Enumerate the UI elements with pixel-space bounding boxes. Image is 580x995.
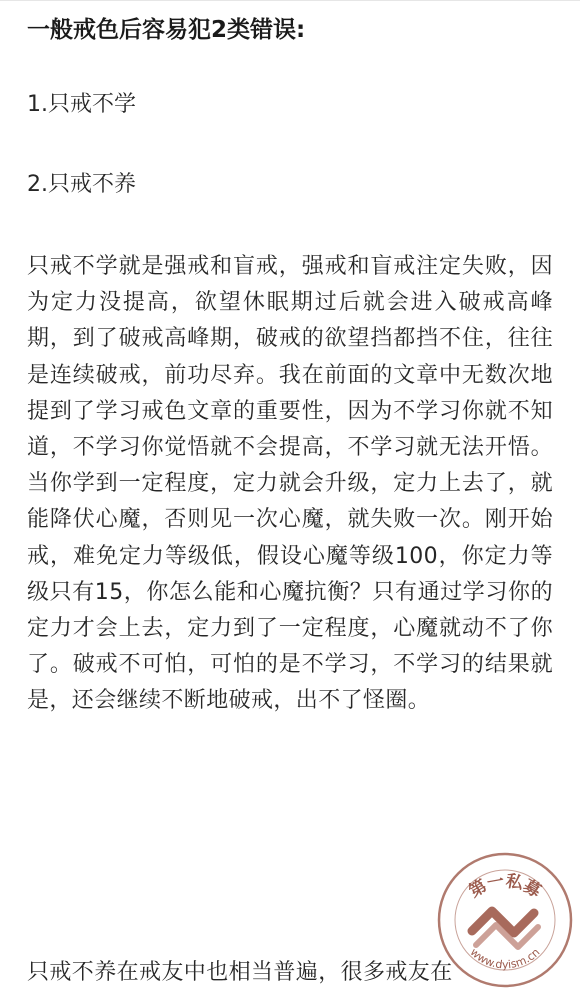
watermark-seal [430, 845, 580, 995]
top-divider [0, 0, 580, 1]
error-item-1: 1.只戒不学 [27, 92, 136, 117]
paragraph-1: 只戒不学就是强戒和盲戒，强戒和盲戒注定失败，因为定力没提高，欲望休眠期过后就会进入破戒高峰期，到了破戒高峰期，破戒的欲望挡都挡不住，往往是连续破戒，前功尽弃。我在前面的文章中无数次地提到了学习戒色文章的重要性，因为不学习你就不知道，不学习你觉悟就不会提高，不学习就无法开悟。当你学到一定程度，定力就会升级，定力上去了，就能降伏心魔，否则见一次心魔，就失败一次。刚开始戒，难免定力等级低，假设心魔等级100，你定力等级只有15，你怎么能和心魔抗衡？只有通过学习你的定力才会上去，定力到了一定程度，心魔就动不了你了。破戒不可怕，可怕的是不学习，不学习的结果就是，还会继续不断地破戒，出不了怪圈。 [27, 254, 553, 714]
seal-bottom-text: www.dyism.cn [467, 945, 543, 972]
seal-logo-icon [430, 845, 580, 995]
error-item-2: 2.只戒不养 [27, 172, 136, 197]
seal-top-text: 第一私募 [465, 871, 545, 902]
paragraph-2: 只戒不养在戒友中也相当普遍，很多戒友在 [27, 960, 453, 985]
article-title: 一般戒色后容易犯2类错误: [27, 17, 306, 43]
